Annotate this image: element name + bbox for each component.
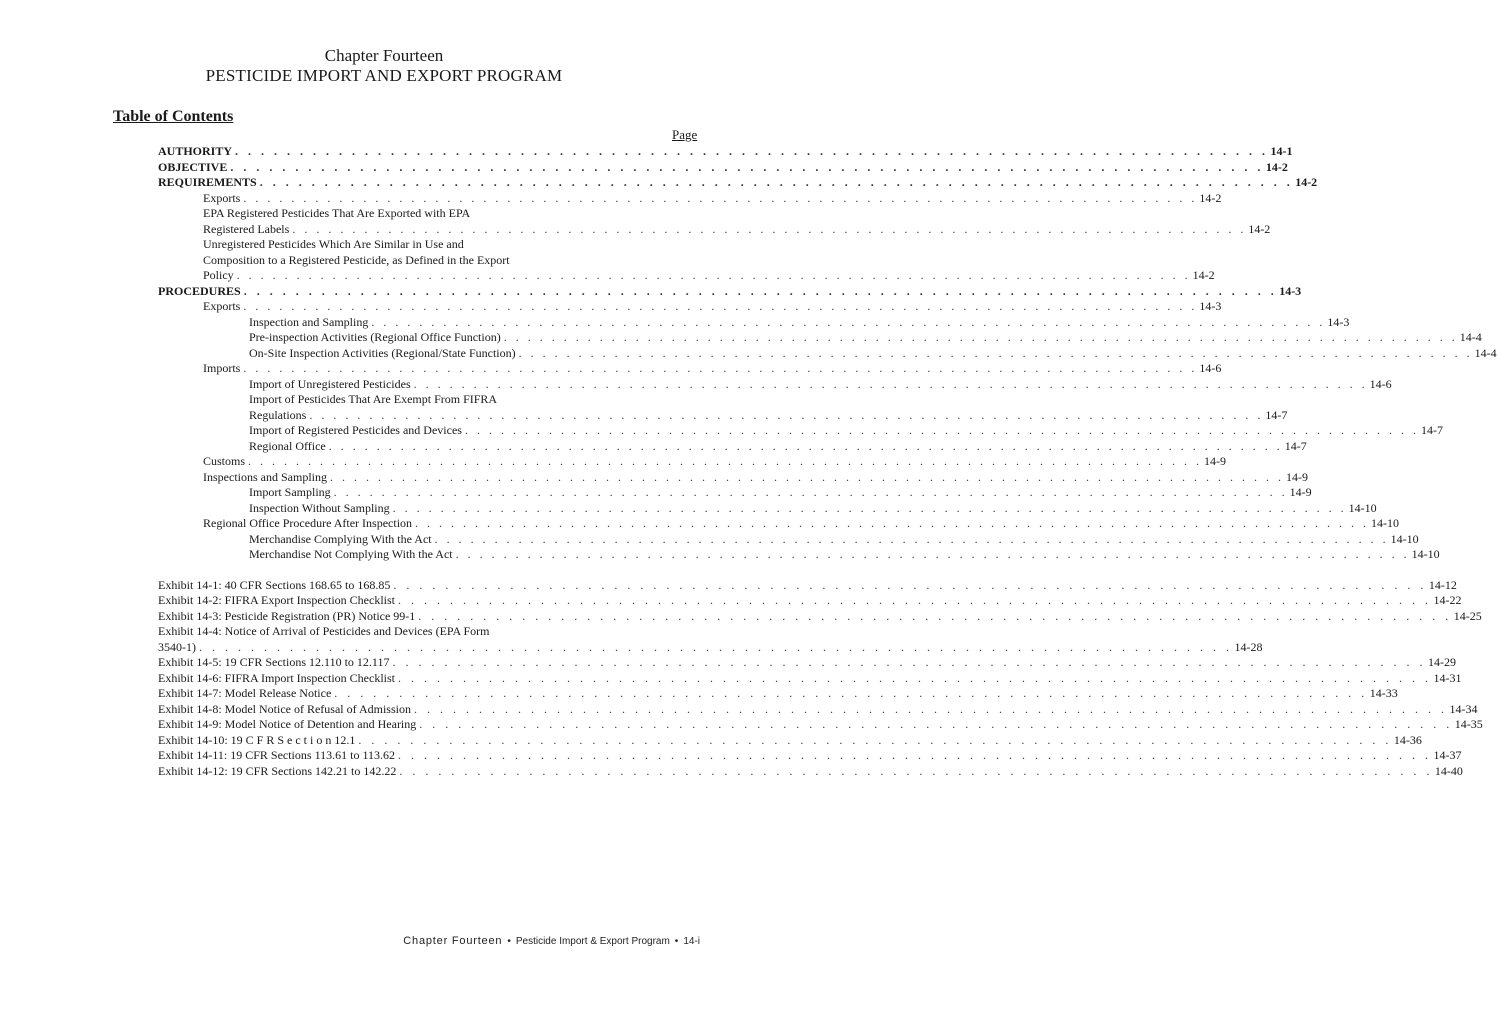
toc-entry-row (158, 763, 1463, 780)
chapter-header (0, 46, 768, 86)
toc-entry-page: 14-22 (1433, 593, 1462, 607)
toc-entry-label: Regional Office (249, 438, 326, 453)
toc-entry-page: 14-25 (1453, 608, 1482, 623)
toc-entry (0, 717, 1483, 733)
toc-entry-row (158, 593, 1462, 609)
toc-entry-row (158, 175, 1318, 191)
toc-entry-label: 3540-1) (158, 639, 196, 654)
toc-entry-label: Composition to a Registered Pesticide, as Defined in the Export (203, 252, 510, 267)
toc-entry-label: Imports (203, 361, 241, 375)
toc-entry (0, 485, 1312, 501)
toc-entry-row (249, 392, 700, 408)
toc-entry-row (158, 608, 1482, 625)
toc-entry (0, 268, 1215, 284)
toc-entry-row (158, 670, 1462, 687)
toc-entry (0, 144, 1293, 160)
dot-leader: . . . . . . . . . . . . . . . . . . . . . . . . . . . . . . . . . . . . . . . . . . . . . . . . . . . . . . . . . . . . . . . . . . . . . . . . . . . . . . . . (518, 345, 1473, 360)
dot-leader: . . . . . . . . . . . . . . . . . . . . . . . . . . . . . . . . . . . . . . . . . . . . . . . . . . . . . . . . . . . . . . . . . . . . . . . . . . . . . . . . (235, 144, 1269, 158)
toc-entry-row (203, 361, 1222, 377)
toc-entry-row (249, 438, 1307, 455)
toc-entry (0, 500, 1377, 517)
toc-entry-label: Exhibit 14-10: 19 C F R S e c t i o n 12.1 (158, 732, 356, 747)
toc-entry-row (158, 283, 1302, 300)
toc-entry (0, 763, 1463, 780)
toc-entry-row (249, 345, 1497, 362)
toc-entry-row (158, 159, 1288, 176)
toc-entry-label: Customs (203, 454, 246, 468)
page-footer (403, 935, 700, 947)
toc-entry (0, 175, 1318, 191)
dot-leader: . . . . . . . . . . . . . . . . . . . . . . . . . . . . . . . . . . . . . . . . . . . . . . . . . . . . . . . . . . . . . . . . . . . . . . . . . . . . . . . . (199, 639, 1233, 654)
toc-entry (0, 516, 1400, 532)
toc-entry-row (203, 206, 700, 222)
toc-entry (0, 531, 1419, 548)
toc-entry (0, 221, 1271, 238)
toc-entry-label: Exhibit 14-7: Model Release Notice (158, 686, 332, 700)
toc-entry (0, 438, 1307, 455)
toc-entry-row (203, 299, 1222, 315)
toc-entry-page: 14-9 (1285, 469, 1308, 484)
dot-leader: . . . . . . . . . . . . . . . . . . . . . . . . . . . . . . . . . . . . . . . . . . . . . . . . . . . . . . . . . . . . . . . . . . . . . . . . . . . . . . . . (398, 670, 1432, 685)
dot-leader: . . . . . . . . . . . . . . . . . . . . . . . . . . . . . . . . . . . . . . . . . . . . . . . . . . . . . . . . . . . . . . . . . . . . . . . . . . . . . . . . (328, 438, 1283, 453)
toc-entry (0, 655, 1456, 671)
dot-leader: . . . . . . . . . . . . . . . . . . . . . . . . . . . . . . . . . . . . . . . . . . . . . . . . . . . . . . . . . . . . . . . . . . . . . . . . . . . . . . . . (243, 299, 1198, 313)
toc-entry-label: Import of Pesticides That Are Exempt From FIFRA (249, 392, 498, 406)
toc-entry-label: Regional Office Procedure After Inspection (203, 516, 413, 530)
toc-entry-page: 14-10 (1371, 516, 1400, 530)
toc-entry-label: Exhibit 14-3: Pesticide Registration (PR) Notice 99-1 (158, 608, 416, 623)
toc-entry-label: On-Site Inspection Activities (Regional/State Function) (249, 345, 516, 360)
toc-entry (0, 330, 1482, 346)
toc-entry-label: Regulations (249, 407, 307, 422)
toc-heading: Table of Contents (113, 108, 234, 125)
toc-entry (0, 190, 1222, 207)
toc-entry-label: Import of Unregistered Pesticides (249, 376, 411, 391)
toc-entry (0, 639, 1263, 656)
toc-entry (0, 407, 1288, 424)
toc-entry-page: 14-2 (1265, 159, 1288, 174)
toc-entry-page: 14-34 (1449, 701, 1478, 716)
toc-entry-label: Import of Registered Pesticides and Devices (249, 423, 462, 437)
toc-entry-page: 14-37 (1433, 748, 1462, 762)
toc-entry-label: Exhibit 14-1: 40 CFR Sections 168.65 to 168.85 (158, 577, 391, 592)
toc-entry-label: Exhibit 14-11: 19 CFR Sections 113.61 to 113.62 (158, 748, 396, 762)
toc-entry-page: 14-33 (1369, 686, 1398, 700)
dot-leader: . . . . . . . . . . . . . . . . . . . . . . . . . . . . . . . . . . . . . . . . . . . . . . . . . . . . . . . . . . . . . . . . . . . . . . . . . . . . . . . . (455, 547, 1410, 561)
dot-leader: . . . . . . . . . . . . . . . . . . . . . . . . . . . . . . . . . . . . . . . . . . . . . . . . . . . . . . . . . . . . . . . . . . . . . . . . . . . . . . . . (419, 717, 1453, 731)
toc-entry (0, 283, 1302, 300)
toc-entry-row (158, 701, 1478, 718)
toc-entry (0, 577, 1457, 594)
dot-leader: . . . . . . . . . . . . . . . . . . . . . . . . . . . . . . . . . . . . . . . . . . . . . . . . . . . . . . . . . . . . . . . . . . . . . . . . . . . . . . . . (398, 748, 1432, 762)
toc-entry-page: 14-40 (1434, 763, 1463, 778)
toc-entry-row (249, 330, 1482, 346)
toc-entry-row (249, 500, 1377, 517)
toc-entry-page: 14-36 (1393, 732, 1422, 747)
toc-entry (0, 469, 1308, 486)
toc-entry-page: 14-6 (1369, 376, 1392, 391)
toc-entry-label: Exhibit 14-9: Model Notice of Detention and Hearing (158, 717, 417, 731)
dot-leader: . . . . . . . . . . . . . . . . . . . . . . . . . . . . . . . . . . . . . . . . . . . . . . . . . . . . . . . . . . . . . . . . . . . . . . . . . . . . . . . . (259, 175, 1294, 189)
toc-entry-label: Merchandise Complying With the Act (249, 531, 432, 546)
toc-entry-page: 14-9 (1204, 454, 1227, 468)
toc-entries (0, 144, 1497, 563)
toc-entry-row (158, 577, 1457, 594)
toc-entry-row (203, 268, 1215, 284)
toc-entry (0, 748, 1462, 764)
toc-entry-page: 14-3 (1327, 314, 1350, 329)
toc-entry (0, 159, 1288, 176)
toc-entry-label: Policy (203, 268, 234, 282)
toc-entry-page: 14-7 (1284, 438, 1307, 453)
toc-entry-row (158, 655, 1456, 671)
dot-leader: . . . . . . . . . . . . . . . . . . . . . . . . . . . . . . . . . . . . . . . . . . . . . . . . . . . . . . . . . . . . . . . . . . . . . . . . . . . . . . . . (243, 283, 1278, 298)
toc-entry-label: Inspection and Sampling (249, 314, 369, 329)
toc-entry-row (249, 547, 1440, 563)
toc-entry-label: Exhibit 14-5: 19 CFR Sections 12.110 to 12.117 (158, 655, 390, 669)
dot-leader: . . . . . . . . . . . . . . . . . . . . . . . . . . . . . . . . . . . . . . . . . . . . . . . . . . . . . . . . . . . . . . . . . . . . . . . . . . . . . . . . (393, 577, 1427, 592)
dot-leader: . . . . . . . . . . . . . . . . . . . . . . . . . . . . . . . . . . . . . . . . . . . . . . . . . . . . . . . . . . . . . . . . . . . . . . . . . . . . . . . . (243, 190, 1198, 205)
toc-entry-page: 14-2 (1192, 268, 1215, 282)
toc-entry-page: 14-4 (1459, 330, 1482, 344)
toc-entry-row (203, 516, 1400, 532)
chapter-number: Chapter Fourteen (324, 46, 444, 65)
toc-entry-page: 14-2 (1248, 221, 1271, 236)
toc-entry-label: Exhibit 14-4: Notice of Arrival of Pesticides and Devices (EPA Form (158, 624, 490, 638)
toc-entry-label: Merchandise Not Complying With the Act (249, 547, 453, 561)
toc-entry-page: 14-35 (1454, 717, 1483, 731)
dot-leader: . . . . . . . . . . . . . . . . . . . . . . . . . . . . . . . . . . . . . . . . . . . . . . . . . . . . . . . . . . . . . . . . . . . . . . . . . . . . . . . . (329, 469, 1284, 484)
dot-leader: . . . . . . . . . . . . . . . . . . . . . . . . . . . . . . . . . . . . . . . . . . . . . . . . . . . . . . . . . . . . . . . . . . . . . . . . . . . . . . . . (334, 686, 1368, 700)
toc-entry-page: 14-10 (1411, 547, 1440, 561)
toc-entry-page: 14-9 (1289, 485, 1312, 499)
toc-entry-label: Inspection Without Sampling (249, 500, 390, 515)
toc-entry-page: 14-6 (1199, 361, 1222, 375)
page-column-label: Page (672, 127, 698, 142)
dot-leader: . . . . . . . . . . . . . . . . . . . . . . . . . . . . . . . . . . . . . . . . . . . . . . . . . . . . . . . . . . . . . . . . . . . . . . . . . . . . . . . . (415, 516, 1370, 530)
toc-entry-label: PROCEDURES (158, 283, 241, 298)
toc-entry-row (249, 531, 1419, 548)
toc-entry-page: 14-7 (1265, 407, 1288, 422)
toc-entry (0, 454, 1227, 470)
toc-entry-row (158, 639, 1263, 656)
dot-leader: . . . . . . . . . . . . . . . . . . . . . . . . . . . . . . . . . . . . . . . . . . . . . . . . . . . . . . . . . . . . . . . . . . . . . . . . . . . . . . . . (398, 593, 1432, 607)
dot-leader: . . . . . . . . . . . . . . . . . . . . . . . . . . . . . . . . . . . . . . . . . . . . . . . . . . . . . . . . . . . . . . . . . . . . . . . . . . . . . . . . (236, 268, 1191, 282)
toc-entry (0, 237, 768, 253)
toc-entry-page: 14-1 (1270, 144, 1293, 158)
toc-entry-label: Pre-inspection Activities (Regional Office Function) (249, 330, 501, 344)
toc-entry-label: AUTHORITY (158, 144, 233, 158)
toc-entry (0, 701, 1478, 718)
toc-exhibits (0, 577, 1483, 780)
toc-entry-row (203, 190, 1222, 207)
toc-entry-row (158, 144, 1293, 160)
toc-entry-page: 14-10 (1348, 500, 1377, 515)
dot-leader: . . . . . . . . . . . . . . . . . . . . . . . . . . . . . . . . . . . . . . . . . . . . . . . . . . . . . . . . . . . . . . . . . . . . . . . . . . . . . . . . (292, 221, 1247, 236)
toc-entry-row (158, 686, 1398, 702)
toc-entry (0, 624, 768, 640)
toc-entry-page: 14-10 (1390, 531, 1419, 546)
dot-leader: . . . . . . . . . . . . . . . . . . . . . . . . . . . . . . . . . . . . . . . . . . . . . . . . . . . . . . . . . . . . . . . . . . . . . . . . . . . . . . . . (230, 159, 1264, 174)
toc-entry-row (158, 717, 1483, 733)
toc-entry-label: Exhibit 14-2: FIFRA Export Inspection Checklist (158, 593, 395, 607)
toc-entry-label: Exhibit 14-12: 19 CFR Sections 142.21 to 142.22 (158, 763, 397, 778)
dot-leader: . . . . . . . . . . . . . . . . . . . . . . . . . . . . . . . . . . . . . . . . . . . . . . . . . . . . . . . . . . . . . . . . . . . . . . . . . . . . . . . . (418, 608, 1452, 623)
dot-leader: . . . . . . . . . . . . . . . . . . . . . . . . . . . . . . . . . . . . . . . . . . . . . . . . . . . . . . . . . . . . . . . . . . . . . . . . . . . . . . . . (333, 485, 1288, 499)
toc-entry (0, 608, 1482, 625)
table-of-contents (0, 144, 1497, 779)
toc-entry-label: OBJECTIVE (158, 159, 228, 174)
dot-leader: . . . . . . . . . . . . . . . . . . . . . . . . . . . . . . . . . . . . . . . . . . . . . . . . . . . . . . . . . . . . . . . . . . . . . . . . . . . . . . . . (358, 732, 1392, 747)
toc-entry (0, 547, 1440, 563)
toc-entry (0, 345, 1497, 362)
toc-entry-row (249, 314, 1350, 331)
dot-leader: . . . . . . . . . . . . . . . . . . . . . . . . . . . . . . . . . . . . . . . . . . . . . . . . . . . . . . . . . . . . . . . . . . . . . . . . . . . . . . . . (309, 407, 1264, 422)
toc-entry-label: Inspections and Sampling (203, 469, 327, 484)
footer-chapter: Chapter Fourteen (403, 935, 503, 947)
toc-entry-page: 14-3 (1279, 283, 1302, 298)
toc-entry (0, 376, 1392, 393)
toc-entry (0, 670, 1462, 687)
toc-entry (0, 732, 1422, 749)
chapter-title: PESTICIDE IMPORT AND EXPORT PROGRAM (205, 66, 563, 85)
toc-entry (0, 253, 768, 269)
toc-entry-label: EPA Registered Pesticides That Are Exported with EPA (203, 206, 471, 220)
toc-entry-row (249, 376, 1392, 393)
toc-entry (0, 206, 768, 222)
toc-entry-row (203, 469, 1308, 486)
toc-entry-label: Exports (203, 190, 241, 205)
dot-leader: . . . . . . . . . . . . . . . . . . . . . . . . . . . . . . . . . . . . . . . . . . . . . . . . . . . . . . . . . . . . . . . . . . . . . . . . . . . . . . . . (413, 376, 1368, 391)
toc-gap (0, 563, 768, 578)
toc-entry (0, 686, 1398, 702)
dot-leader: . . . . . . . . . . . . . . . . . . . . . . . . . . . . . . . . . . . . . . . . . . . . . . . . . . . . . . . . . . . . . . . . . . . . . . . . . . . . . . . . (243, 361, 1198, 375)
toc-entry-row (203, 221, 1271, 238)
toc-entry (0, 314, 1350, 331)
dot-leader: . . . . . . . . . . . . . . . . . . . . . . . . . . . . . . . . . . . . . . . . . . . . . . . . . . . . . . . . . . . . . . . . . . . . . . . . . . . . . . . . (464, 423, 1419, 437)
toc-entry-label: Exhibit 14-6: FIFRA Import Inspection Checklist (158, 670, 395, 685)
toc-entry-row (158, 624, 700, 640)
toc-entry-label: Registered Labels (203, 221, 290, 236)
toc-entry-row (249, 485, 1312, 501)
footer-title: Pesticide Import & Export Program (515, 936, 670, 947)
toc-entry-label: Exports (203, 299, 241, 313)
toc-entry-label: REQUIREMENTS (158, 175, 257, 189)
toc-entry-page: 14-29 (1427, 655, 1456, 669)
dot-leader: . . . . . . . . . . . . . . . . . . . . . . . . . . . . . . . . . . . . . . . . . . . . . . . . . . . . . . . . . . . . . . . . . . . . . . . . . . . . . . . . (248, 454, 1203, 468)
toc-entry-row (203, 253, 700, 269)
toc-entry-page: 14-31 (1433, 670, 1462, 685)
footer-separator: • (507, 936, 511, 947)
toc-entry (0, 392, 768, 408)
toc-entry-row (203, 237, 700, 253)
dot-leader: . . . . . . . . . . . . . . . . . . . . . . . . . . . . . . . . . . . . . . . . . . . . . . . . . . . . . . . . . . . . . . . . . . . . . . . . . . . . . . . . (503, 330, 1458, 344)
dot-leader: . . . . . . . . . . . . . . . . . . . . . . . . . . . . . . . . . . . . . . . . . . . . . . . . . . . . . . . . . . . . . . . . . . . . . . . . . . . . . . . . (399, 763, 1433, 778)
toc-entry-row (203, 454, 1227, 470)
footer-page-number: 14-i (683, 936, 700, 947)
toc-entry-row (249, 423, 1443, 439)
toc-entry-page: 14-2 (1295, 175, 1318, 189)
toc-entry-page: 14-28 (1234, 639, 1263, 654)
toc-entry-label: Unregistered Pesticides Which Are Similar in Use and (203, 237, 464, 251)
dot-leader: . . . . . . . . . . . . . . . . . . . . . . . . . . . . . . . . . . . . . . . . . . . . . . . . . . . . . . . . . . . . . . . . . . . . . . . . . . . . . . . . (434, 531, 1389, 546)
toc-entry-row (158, 748, 1462, 764)
toc-entry-page: 14-2 (1199, 190, 1222, 205)
dot-leader: . . . . . . . . . . . . . . . . . . . . . . . . . . . . . . . . . . . . . . . . . . . . . . . . . . . . . . . . . . . . . . . . . . . . . . . . . . . . . . . . (413, 701, 1448, 716)
dot-leader: . . . . . . . . . . . . . . . . . . . . . . . . . . . . . . . . . . . . . . . . . . . . . . . . . . . . . . . . . . . . . . . . . . . . . . . . . . . . . . . . (392, 655, 1426, 669)
toc-entry-page: 14-12 (1428, 577, 1457, 592)
toc-entry-row (158, 732, 1422, 749)
toc-entry (0, 593, 1462, 609)
dot-leader: . . . . . . . . . . . . . . . . . . . . . . . . . . . . . . . . . . . . . . . . . . . . . . . . . . . . . . . . . . . . . . . . . . . . . . . . . . . . . . . . (371, 314, 1326, 329)
toc-entry-page: 14-3 (1199, 299, 1222, 313)
dot-leader: . . . . . . . . . . . . . . . . . . . . . . . . . . . . . . . . . . . . . . . . . . . . . . . . . . . . . . . . . . . . . . . . . . . . . . . . . . . . . . . . (392, 500, 1347, 515)
toc-entry (0, 299, 1222, 315)
toc-entry (0, 361, 1222, 377)
toc-entry-page: 14-7 (1420, 423, 1443, 437)
toc-entry-label: Import Sampling (249, 485, 331, 499)
toc-entry (0, 423, 1443, 439)
footer-separator: • (674, 936, 679, 947)
toc-entry-page: 14-4 (1474, 345, 1497, 360)
toc-entry-row (249, 407, 1288, 424)
toc-entry-label: Exhibit 14-8: Model Notice of Refusal of Admission (158, 701, 411, 716)
